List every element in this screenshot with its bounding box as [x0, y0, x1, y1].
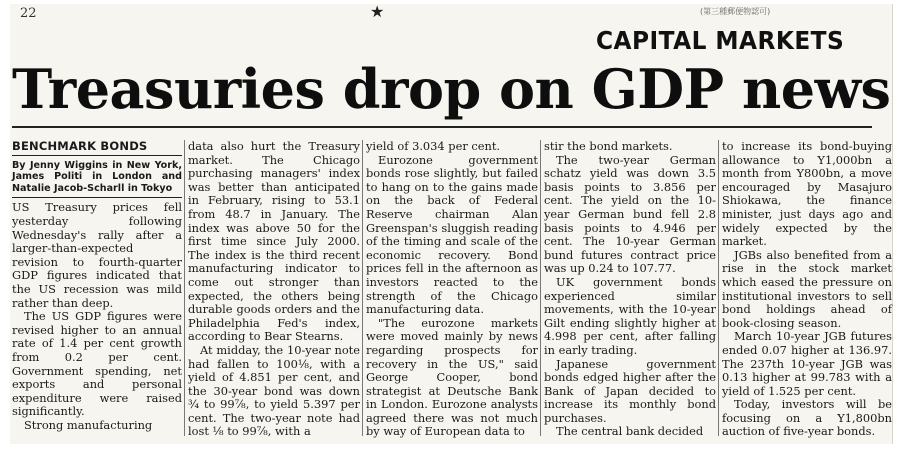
paragraph: Strong manufacturing [24, 417, 153, 432]
star-icon: ★ [370, 2, 385, 21]
paragraph: The central bank decided [556, 424, 704, 439]
paragraph: JGBs also benefited from a rise in the stock market which eased the pressure on institutional investors to sell bond holdings ahead of book-closing season. [722, 247, 892, 330]
paragraph: to increase its bond-buying allowance to Y1,000bn a month from Y800bn, a move encouraged by Masajuro Shiokawa, the finance minister, just days ago and widely expected by the market. [722, 139, 892, 249]
byline: By Jenny Wiggins in New York, James Politi in London and Natalie Jacob-Scharll in Tokyo [12, 160, 182, 199]
article-column-1 [12, 140, 182, 432]
paragraph: The US GDP figures were revised higher to an annual rate of 1.4 per cent growth from 0.2 per cent. Government spending, net exports and personal expenditure were raised significantly. [12, 309, 182, 419]
postal-permit-notice: (第三種郵便物認可) [700, 7, 771, 16]
paragraph: Japanese government bonds edged higher after the Bank of Japan decided to increase its monthly bond purchases. [544, 356, 716, 425]
paragraph: data also hurt the Treasury market. The Chicago purchasing managers' index was better than anticipated in February, rising to 53.1 from 48.7 in January. The index was above 50 for the first time since July 2000. The index is the third recent manufacturing indicator to come out stronger than expected, the others being durable goods orders and the Philadelphia Fed's index, according to Bear Stearns. [188, 139, 360, 344]
paragraph: March 10-year JGB futures ended 0.07 higher at 136.97. The 237th 10-year JGB was 0.13 higher at 99.783 with a yield of 1.525 per cent. [722, 329, 892, 398]
article-column-3 [366, 140, 538, 439]
column-divider [540, 140, 541, 436]
paragraph: At midday, the 10-year note had fallen to 100⅛, with a yield of 4.851 per cent, and the 30-year bond was down ¾ to 99⅞, to yield 5.397 per cent. The two-year note had lost ⅛ to 99⅞, with a [188, 342, 360, 439]
kicker: BENCHMARK BONDS [12, 140, 182, 156]
column-divider [184, 140, 185, 436]
section-header: CAPITAL MARKETS [596, 26, 845, 55]
paragraph: The two-year German schatz yield was down 3.5 basis points to 3.856 per cent. The yield on the 10-year German bund fell 2.8 basis points to 4.946 per cent. The 10-year German bund futures contract price was up 0.24 to 107.77. [544, 152, 716, 276]
article-column-4 [544, 140, 716, 439]
article-column-5 [722, 140, 892, 439]
headline-rule [12, 126, 872, 128]
paragraph: yield of 3.034 per cent. [366, 139, 501, 153]
paragraph: "The eurozone markets were moved mainly by news regarding prospects for recovery in the US," said George Cooper, bond strategist at Deutsche Bank in London. Eurozone analysts agreed there was not much by way of European data to [366, 315, 538, 439]
column-divider [362, 140, 363, 436]
headline: Treasuries drop on GDP news [12, 57, 891, 121]
paragraph: stir the bond markets. [544, 139, 673, 153]
article-column-2 [188, 140, 360, 439]
page-number: 22 [20, 6, 37, 21]
column-divider [718, 140, 719, 436]
paragraph: Eurozone government bonds rose slightly, but failed to hang on to the gains made on the back of Federal Reserve chairman Alan Greenspan's sluggish reading of the timing and scale of the economic recovery. Bond prices fell in the afternoon as investors reacted to the strength of the Chicago manufacturing data. [366, 152, 538, 317]
paragraph: UK government bonds experienced similar movements, with the 10-year Gilt ending slightly higher at 4.998 per cent, after falling in early trading. [544, 274, 716, 357]
paragraph: Today, investors will be focusing on a Y1,800bn auction of five-year bonds. [722, 397, 892, 439]
paragraph: US Treasury prices fell yesterday following Wednesday's rally after a larger-than-expected revision to fourth-quarter GDP figures indicated that the US recession was mild rather than deep. [12, 200, 182, 310]
